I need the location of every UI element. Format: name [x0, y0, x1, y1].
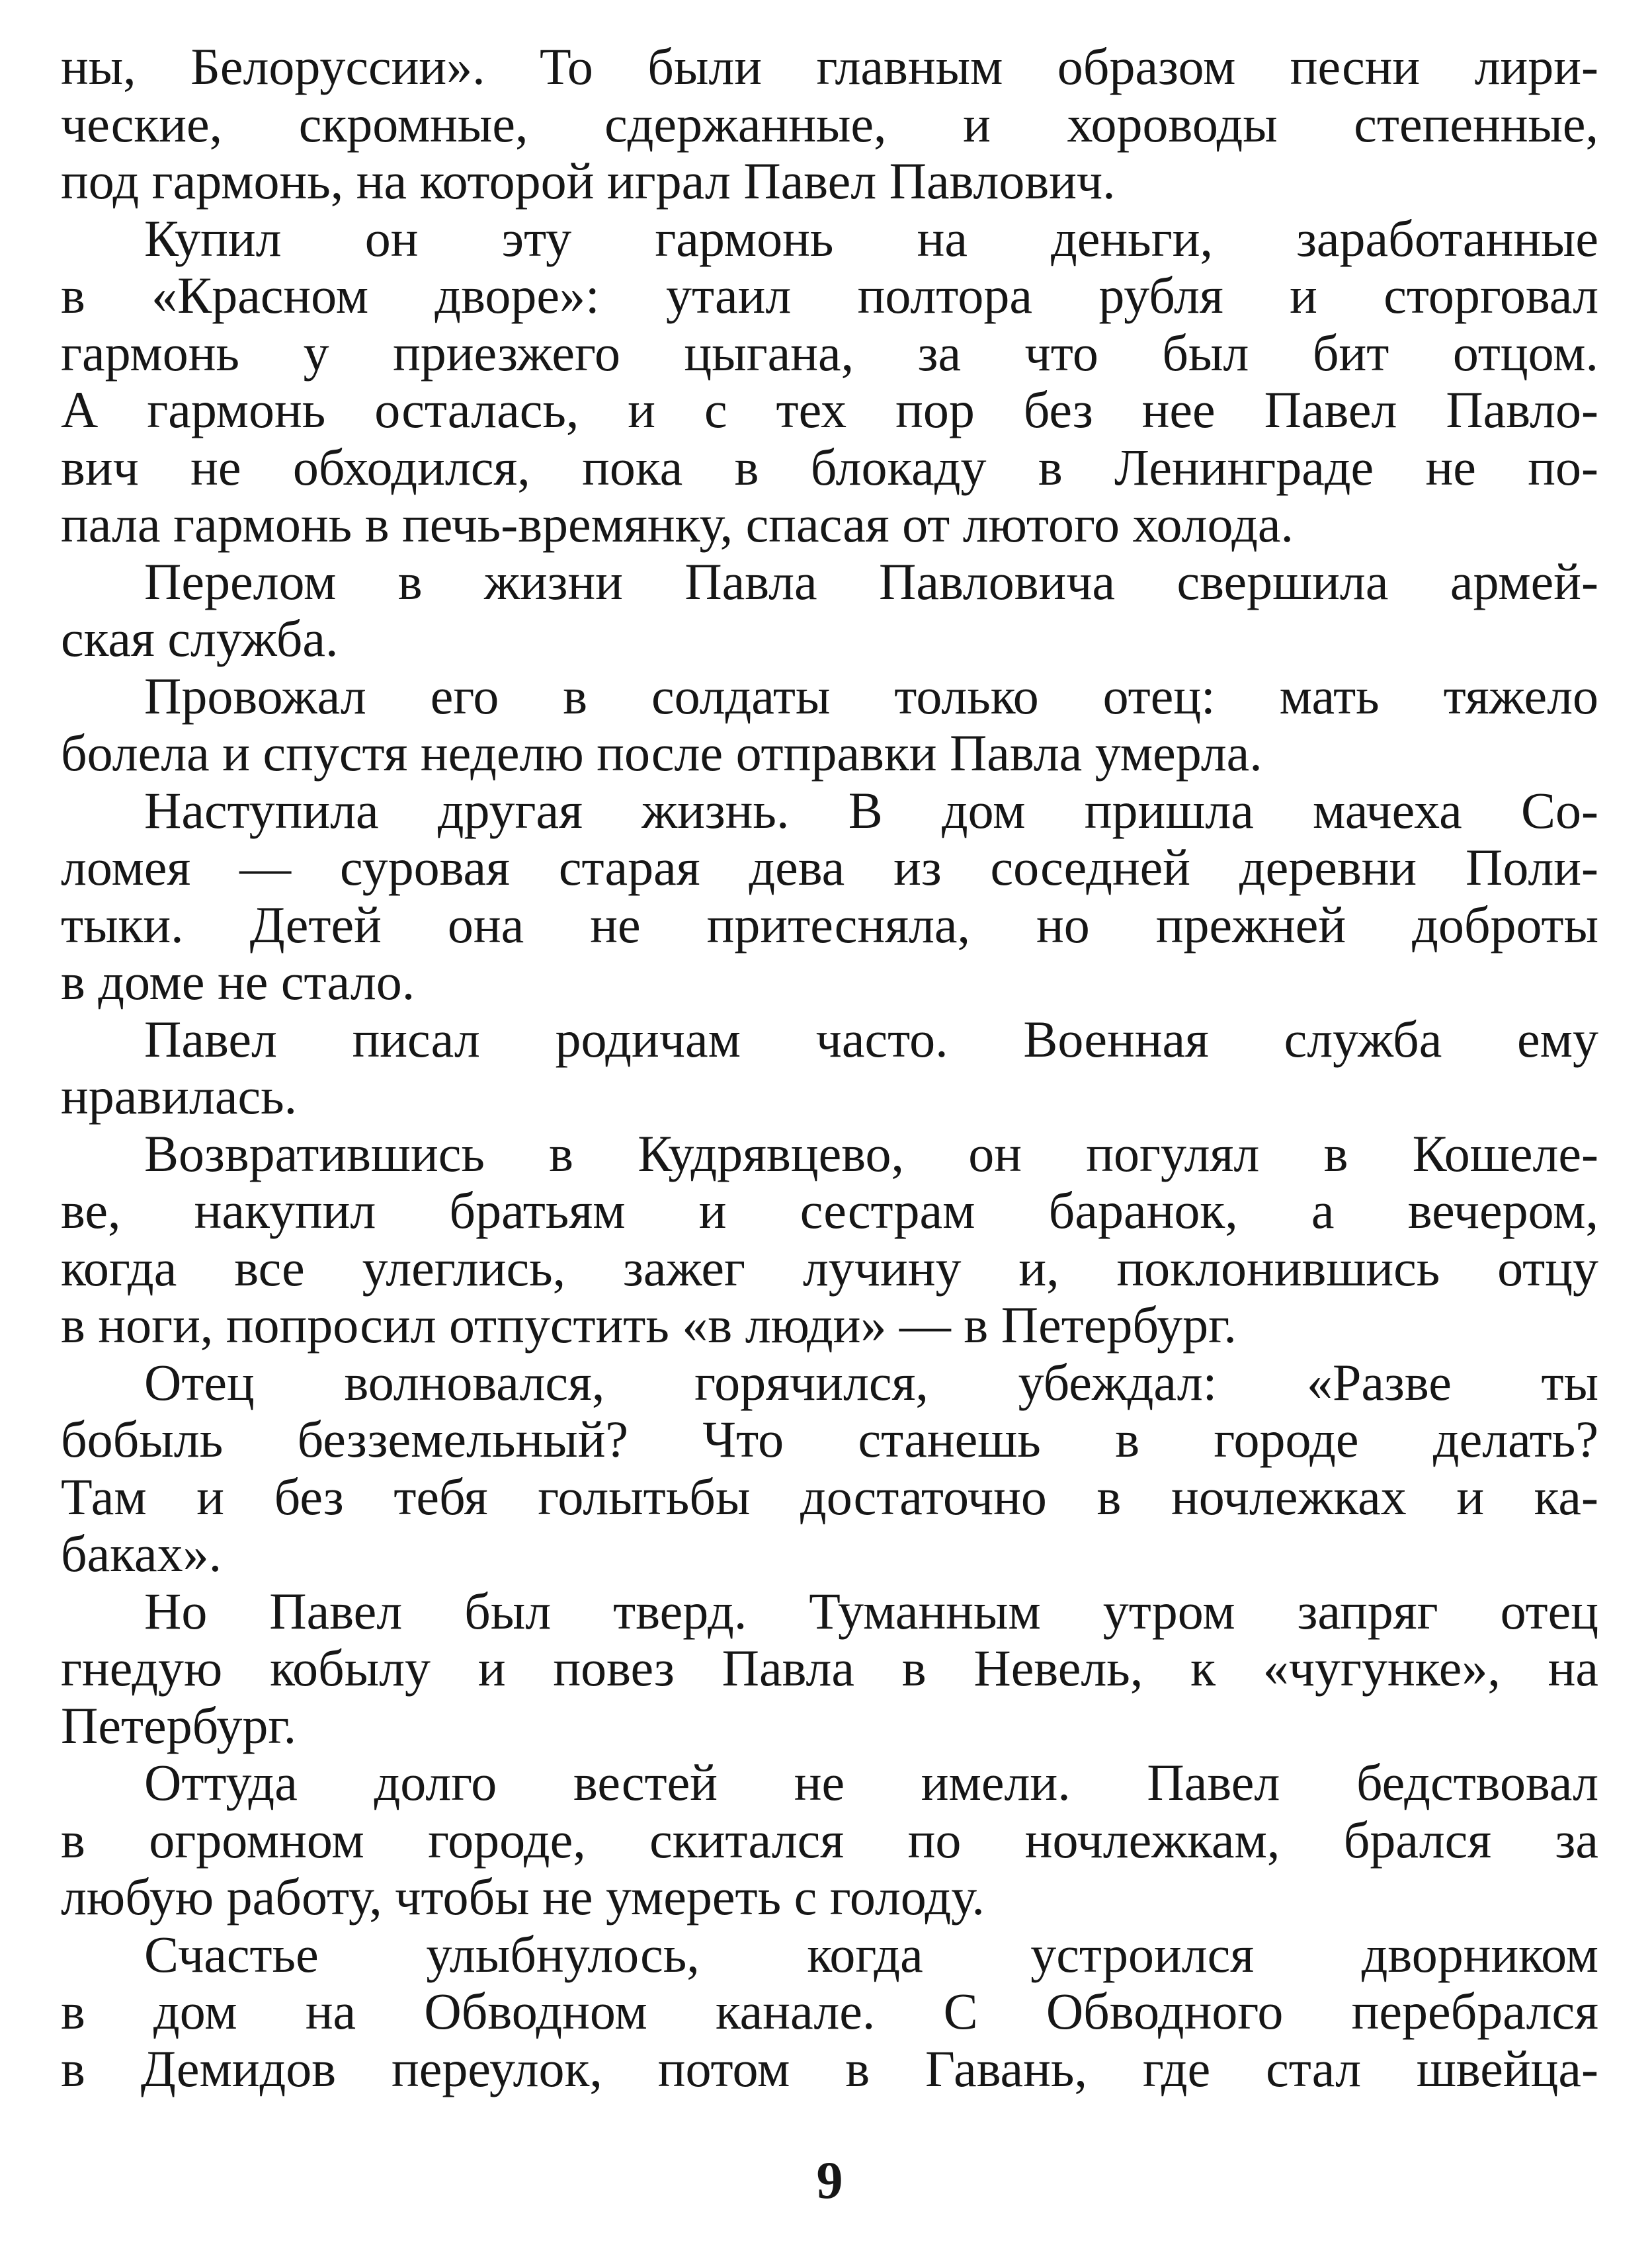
text-line: Но Павел был тверд. Туманным утром запряг отец	[144, 1582, 1598, 1640]
paragraph-10	[61, 1754, 1598, 1926]
text-line: в дом на Обводном канале. С Обводного перебрался	[61, 1982, 1598, 2040]
text-line: Там и без тебя голытьбы достаточно в ночлежках и ка-	[61, 1467, 1598, 1525]
paragraph-3	[61, 553, 1598, 668]
paragraph-9	[61, 1583, 1598, 1755]
text-line: Оттуда долго вестей не имели. Павел бедствовал	[144, 1754, 1598, 1811]
text-line: Провожал его в солдаты только отец: мать тяжело	[144, 667, 1598, 725]
text-line: в Демидов переулок, потом в Гавань, где стал швейца-	[61, 2039, 1598, 2097]
text-line: под гармонь, на которой играл Павел Павлович.	[61, 152, 1116, 210]
text-line: любую работу, чтобы не умереть с голоду.	[61, 1868, 985, 1925]
text-line: в ноги, попросил отпустить «в люди» — в Петербург.	[61, 1296, 1237, 1354]
text-line: бобыль безземельный? Что станешь в городе делать?	[61, 1410, 1598, 1468]
text-line: тыки. Детей она не притесняла, но прежней доброты	[61, 895, 1598, 953]
text-line: в доме не стало.	[61, 953, 415, 1010]
page-number: 9	[816, 2152, 843, 2210]
text-line: Возвратившись в Кудрявцево, он погулял в Кошеле-	[144, 1124, 1598, 1182]
text-line: Петербург.	[61, 1696, 297, 1754]
text-line: Перелом в жизни Павла Павловича свершила армей-	[144, 552, 1598, 610]
text-line: Купил он эту гармонь на деньги, заработанные	[144, 209, 1598, 267]
text-line: ломея — суровая старая дева из соседней деревни Поли-	[61, 838, 1598, 896]
text-line: гнедую кобылу и повез Павла в Невель, к «чугунке», на	[61, 1639, 1598, 1697]
paragraph-11	[61, 1926, 1598, 2098]
paragraph-5	[61, 782, 1598, 1011]
paragraph-6	[61, 1011, 1598, 1125]
text-line: Отец волновался, горячился, убеждал: «Разве ты	[144, 1353, 1598, 1411]
text-line: гармонь у приезжего цыгана, за что был бит отцом.	[61, 323, 1598, 382]
text-line: Счастье улыбнулось, когда устроился дворником	[144, 1925, 1598, 1983]
text-line: ческие, скромные, сдержанные, и хороводы степенные,	[61, 95, 1598, 153]
paragraph-1	[61, 38, 1598, 210]
text-line: А гармонь осталась, и с тех пор без нее Павел Павло-	[61, 381, 1598, 438]
paragraph-8	[61, 1354, 1598, 1583]
text-line: в «Красном дворе»: утаил полтора рубля и сторговал	[61, 266, 1598, 324]
text-line: пала гармонь в печь-времянку, спасая от лютого холода.	[61, 495, 1294, 553]
text-line: нравилась.	[61, 1067, 298, 1125]
text-line: баках».	[61, 1525, 222, 1582]
text-line: болела и спустя неделю после отправки Павла умерла.	[61, 724, 1262, 782]
paragraph-4	[61, 668, 1598, 782]
text-line: Наступила другая жизнь. В дом пришла мачеха Со-	[144, 781, 1598, 839]
book-page	[61, 38, 1598, 2268]
text-line: ны, Белоруссии». То были главным образом песни лири-	[61, 38, 1598, 95]
text-line: когда все улеглись, зажег лучину и, поклонившись отцу	[61, 1238, 1598, 1297]
text-line: Павел писал родичам часто. Военная служба ему	[144, 1010, 1598, 1068]
text-line: ве, накупил братьям и сестрам баранок, а вечером,	[61, 1182, 1598, 1239]
text-line: вич не обходился, пока в блокаду в Ленинграде не по-	[61, 438, 1598, 496]
paragraph-7	[61, 1125, 1598, 1354]
body-text	[61, 38, 1598, 2097]
text-line: ская служба.	[61, 610, 339, 667]
paragraph-2	[61, 210, 1598, 553]
text-line: в огромном городе, скитался по ночлежкам, брался за	[61, 1810, 1598, 1869]
